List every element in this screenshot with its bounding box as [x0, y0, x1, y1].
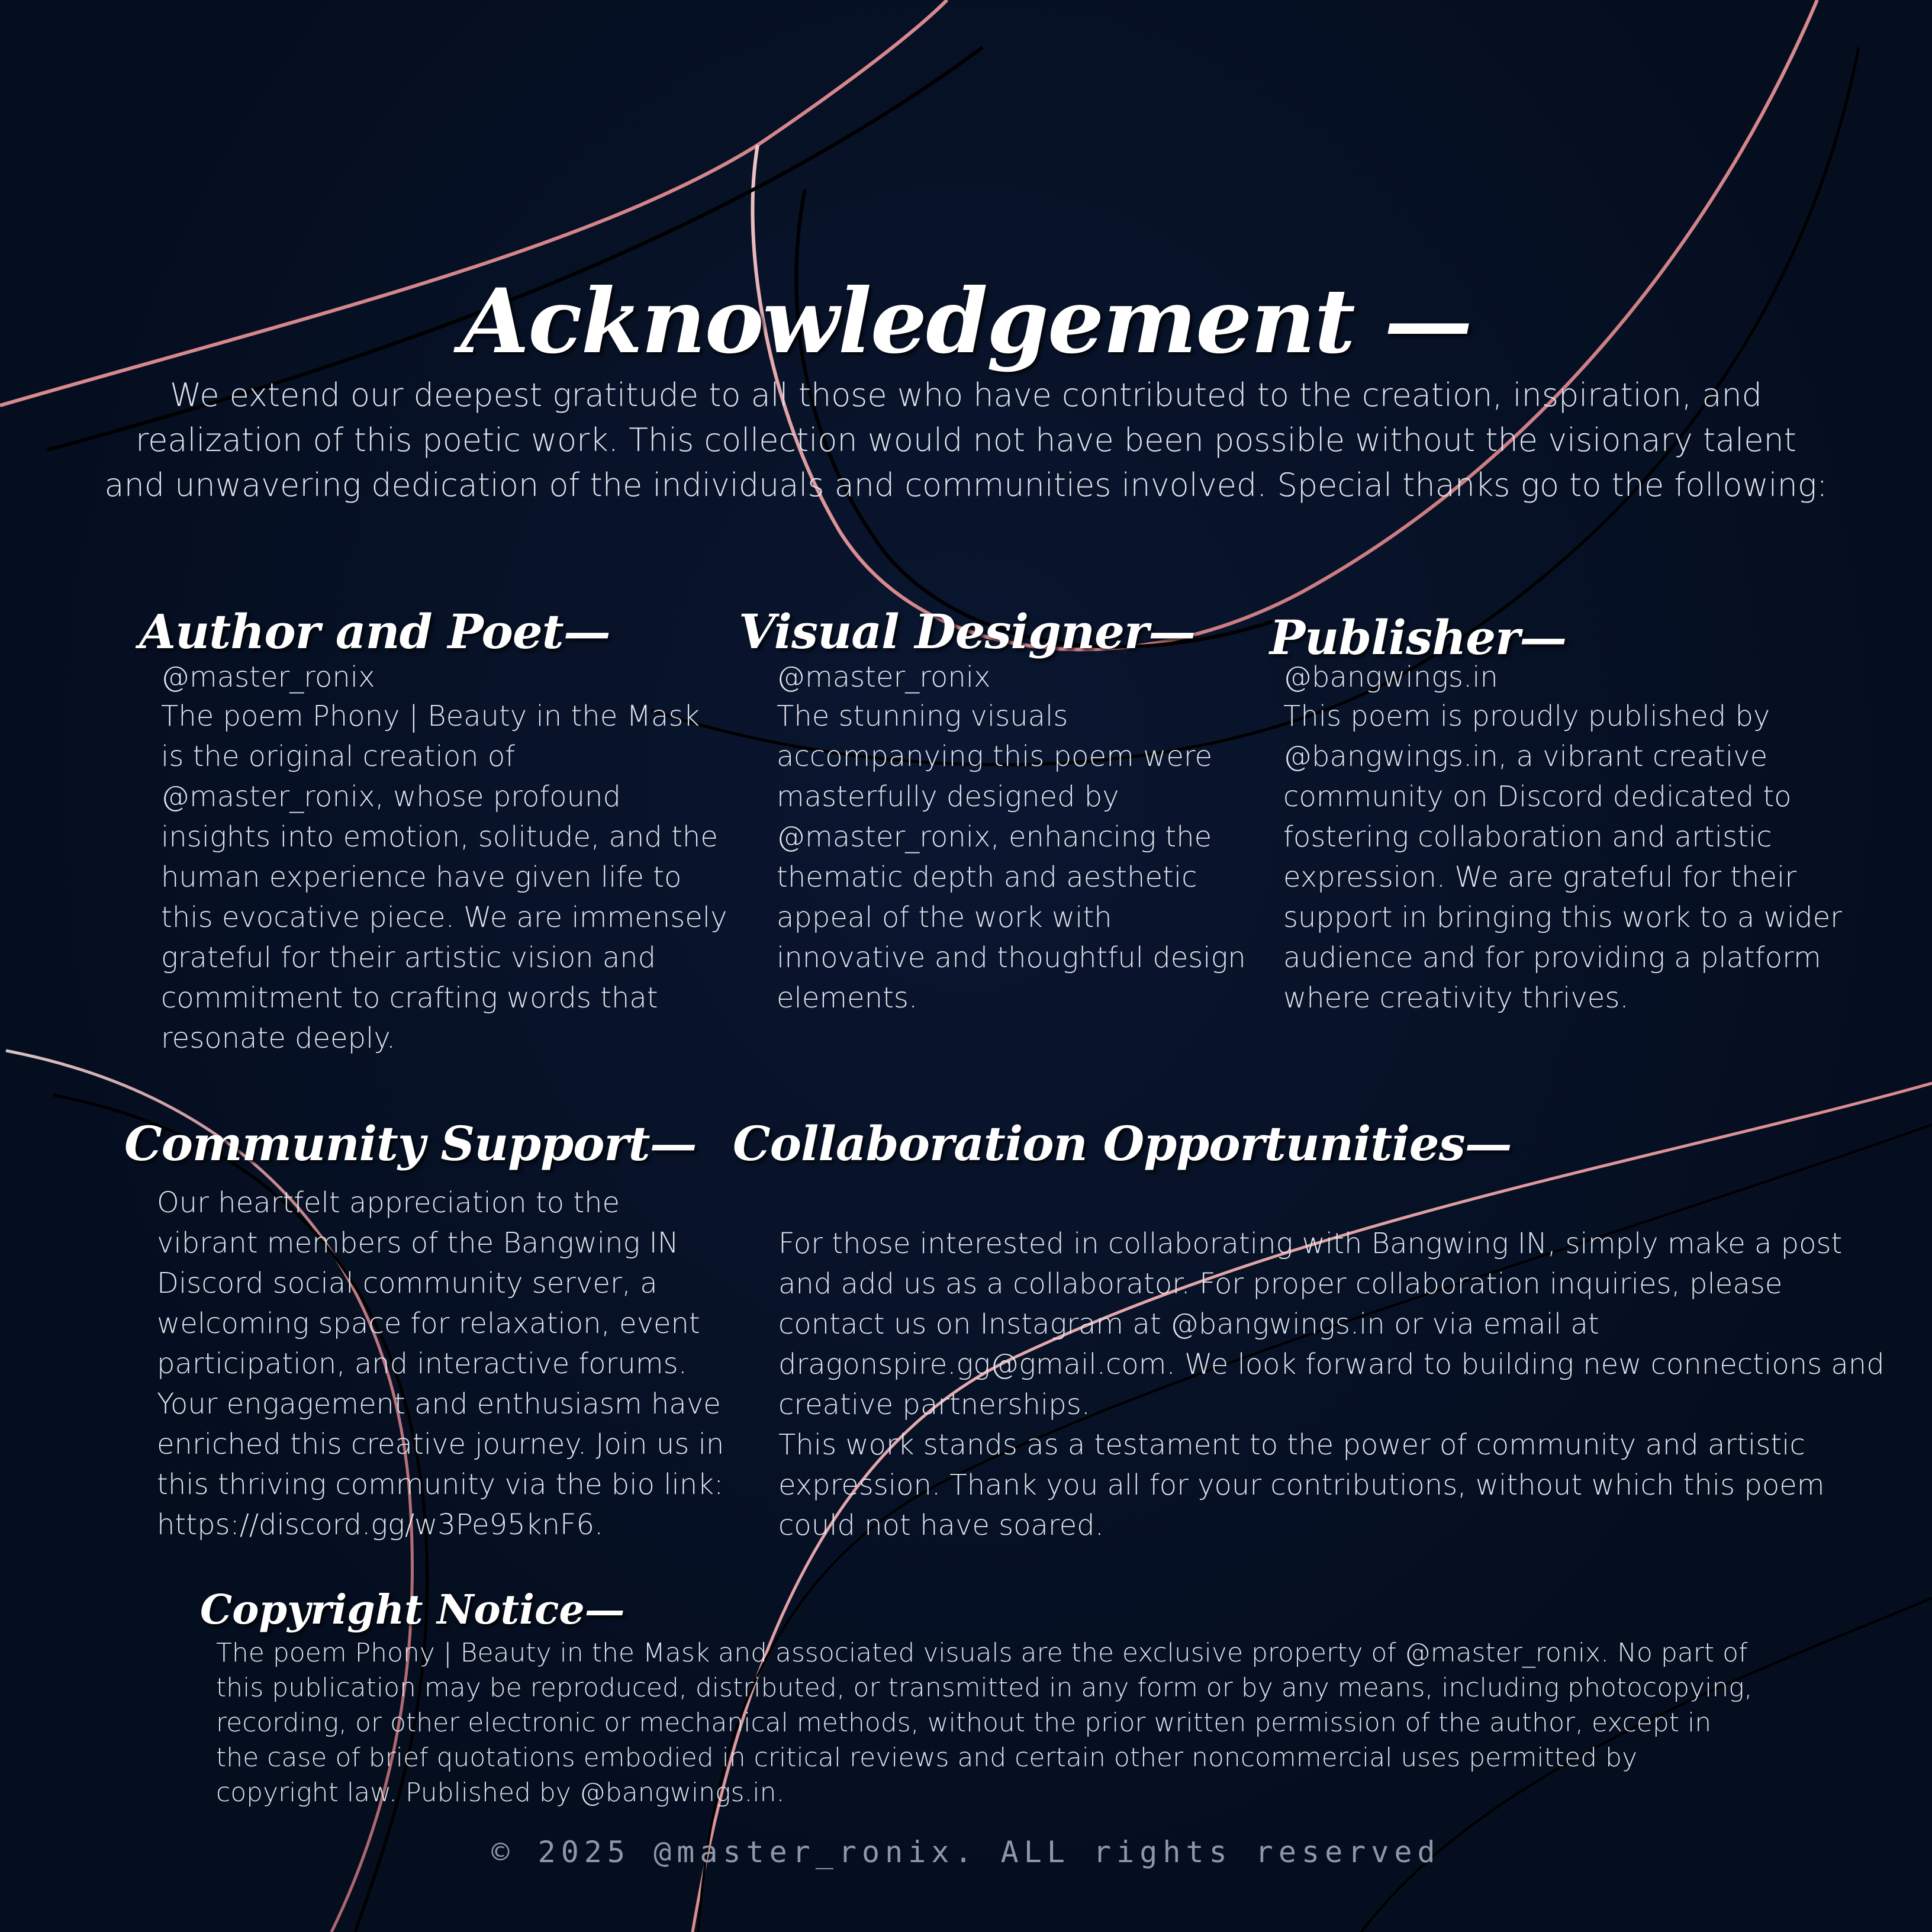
visual-designer-heading: Visual Designer— — [739, 604, 1196, 659]
closing-paragraph: This work stands as a testament to the power of community and artistic expression. Thank you all for your contributions, without which this poem could not have soared. — [778, 1428, 1825, 1542]
author-handle: @master_ronix — [161, 661, 375, 694]
community-support-heading: Community Support— — [124, 1116, 697, 1171]
collaboration-body — [778, 1223, 1891, 1545]
publisher-heading: Publisher— — [1270, 610, 1567, 665]
copyright-body: The poem Phony | Beauty in the Mask and associated visuals are the exclusive property of @master_ronix. No part of this publication may be reproduced, distributed, or transmitted in any form or by any means, including photocopying, recording, or other electronic or mechanical methods, without the prior written permission of the author, except in the case of brief quotations embodied in critical reviews and certain other noncommercial uses permitted by copyright law. Published by @bangwings.in. — [216, 1638, 1753, 1808]
copyright-heading: Copyright Notice— — [200, 1586, 625, 1634]
community-support-body: Our heartfelt appreciation to the vibrant members of the Bangwing IN Discord social community server, a welcoming space for relaxation, event participation, and interactive forums. Your engagement and enthusiasm have enriched this creative journey. Join us in this thriving community via the bio link: https://discord.gg/w3Pe95knF6. — [157, 1186, 724, 1541]
author-heading: Author and Poet— — [139, 604, 610, 659]
footer-rights: © 2025 @master_ronix. ALL rights reserved — [491, 1835, 1441, 1869]
publisher-body: This poem is proudly published by @bangwings.in, a vibrant creative community on Discord dedicated to fostering collaboration and artistic expression. We are grateful for their support in bringing this work to a wider audience and for providing a platform where creativity thrives. — [1283, 700, 1842, 1015]
page-title: Acknowledgement — — [460, 269, 1472, 373]
intro-paragraph: We extend our deepest gratitude to all those who have contributed to the creation, inspiration, and realization of this poetic work. This collection would not have been possible without the visionary talent and unwavering dedication of the individuals and communities involved. Special thanks go to the following: — [104, 376, 1828, 504]
collaboration-paragraph: For those interested in collaborating with Bangwing IN, simply make a post and add us as a collaborator. For proper collaboration inquiries, please contact us on Instagram at @bangwings.in or via email at dragonspire.gg@gmail.com. We look forward to building new connections and creative partnerships. — [778, 1227, 1885, 1421]
publisher-handle: @bangwings.in — [1283, 661, 1498, 694]
visual-designer-handle: @master_ronix — [777, 661, 991, 694]
collaboration-heading: Collaboration Opportunities— — [733, 1116, 1512, 1171]
visual-designer-body: The stunning visuals accompanying this poem were masterfully designed by @master_ronix, enhancing the thematic depth and aesthetic appeal of the work with innovative and thoughtful design elements. — [777, 700, 1246, 1015]
author-body: The poem Phony | Beauty in the Mask is the original creation of @master_ronix, whose profound insights into emotion, solitude, and the human experience have given life to this evocative piece. We are immensely grateful for their artistic vision and commitment to crafting words that resonate deeply. — [161, 700, 727, 1055]
